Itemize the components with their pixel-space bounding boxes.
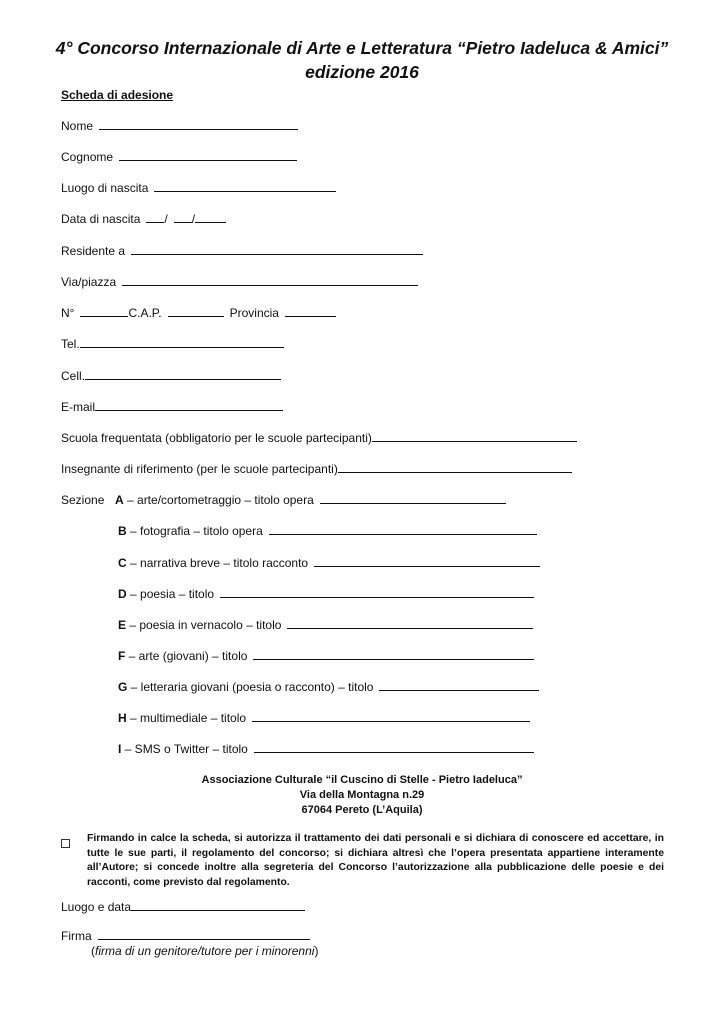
cognome-input-line[interactable]	[119, 149, 297, 161]
caption-paren: (	[91, 944, 95, 958]
section-i-title-line[interactable]	[254, 741, 534, 753]
date-separator: /	[164, 212, 168, 226]
residente-input-line[interactable]	[131, 243, 423, 255]
caption-paren: )	[314, 944, 319, 958]
section-letter: G	[118, 680, 128, 694]
field-label: Luogo e data	[61, 900, 132, 914]
field-scuola	[61, 430, 577, 446]
field-numero-cap-provincia	[61, 305, 336, 321]
section-text: – arte/cortometraggio – titolo opera	[123, 493, 314, 507]
section-text: – fotografia – titolo opera	[126, 524, 263, 538]
section-text: – multimediale – titolo	[126, 711, 247, 725]
luogo-data-input-line[interactable]	[131, 899, 305, 911]
section-text: – poesia – titolo	[126, 587, 215, 601]
field-label: Cell.	[61, 369, 86, 383]
year-input-line[interactable]	[195, 211, 226, 223]
day-input-line[interactable]	[146, 211, 164, 223]
section-letter: D	[118, 587, 127, 601]
section-f	[118, 648, 534, 664]
field-label: Luogo di nascita	[61, 181, 149, 195]
section-letter: E	[118, 618, 127, 632]
field-nome	[61, 118, 298, 134]
consent-text: Firmando in calce la scheda, si autorizza il trattamento dei dati personali e si dichiara di conoscere ed accettare, in tutte le sue parti, il regolamento del concorso; si dichiara altresì che l’opera presentata appartiene interamente all’Autore; si concede inoltre alla segreteria del Concorso l’autorizzazione alla pubblicazione delle poesie e dei racconti, come previsto dal regolamento.	[87, 833, 664, 888]
association-name: Associazione Culturale “il Cuscino di Stelle - Pietro Iadeluca”	[201, 774, 523, 786]
provincia-input-line[interactable]	[285, 305, 336, 317]
field-label: C.A.P.	[128, 306, 162, 320]
cell-input-line[interactable]	[85, 368, 281, 380]
section-c-title-line[interactable]	[314, 555, 540, 567]
section-text: – letteraria giovani (poesia o racconto) – titolo	[127, 680, 374, 694]
field-email	[61, 399, 283, 415]
section-letter: C	[118, 556, 127, 570]
luogo-nascita-input-line[interactable]	[154, 180, 336, 192]
section-i	[118, 741, 534, 757]
section-letter: I	[118, 742, 122, 756]
date-separator: /	[191, 212, 196, 226]
section-letter: H	[118, 711, 127, 725]
cap-input-line[interactable]	[168, 305, 224, 317]
section-f-title-line[interactable]	[253, 648, 534, 660]
section-b-title-line[interactable]	[269, 523, 537, 535]
field-residente	[61, 243, 423, 259]
field-label: Nome	[61, 119, 94, 133]
field-cell	[61, 368, 281, 384]
section-text: – SMS o Twitter – titolo	[121, 742, 248, 756]
field-label: Firma	[61, 929, 92, 943]
nome-input-line[interactable]	[99, 118, 298, 130]
section-b	[118, 523, 537, 539]
section-e-title-line[interactable]	[287, 617, 533, 629]
caption-note: firma di un genitore/tutore per i minorenni	[95, 944, 315, 958]
via-input-line[interactable]	[122, 274, 418, 286]
month-input-line[interactable]	[174, 211, 192, 223]
sezione-label: Sezione	[61, 493, 105, 507]
field-via	[61, 274, 418, 290]
field-label: Tel.	[61, 337, 80, 351]
section-h	[118, 710, 530, 726]
firma-input-line[interactable]	[98, 928, 310, 940]
section-g-title-line[interactable]	[379, 679, 539, 691]
section-g	[118, 679, 539, 695]
section-text: – narrativa breve – titolo racconto	[126, 556, 309, 570]
field-tel	[61, 336, 284, 352]
field-insegnante	[61, 461, 572, 477]
field-label: Via/piazza	[61, 275, 117, 289]
email-input-line[interactable]	[95, 399, 283, 411]
field-label: Data di nascita	[61, 212, 141, 226]
tel-input-line[interactable]	[80, 336, 284, 348]
field-label: Provincia	[229, 306, 279, 320]
field-cognome	[61, 149, 297, 165]
field-data-nascita	[61, 211, 226, 227]
section-letter: B	[118, 524, 127, 538]
signature-caption	[91, 943, 318, 959]
section-letter: A	[115, 493, 124, 507]
field-label: Scuola frequentata (obbligatorio per le scuole partecipanti)	[61, 431, 372, 445]
field-label: Cognome	[61, 150, 114, 164]
section-letter: F	[118, 649, 126, 663]
insegnante-input-line[interactable]	[338, 461, 572, 473]
association-street: Via della Montagna n.29	[299, 789, 425, 801]
scuola-input-line[interactable]	[372, 430, 577, 442]
section-d-title-line[interactable]	[220, 586, 534, 598]
field-firma	[61, 928, 310, 944]
section-d	[118, 586, 534, 602]
numero-input-line[interactable]	[80, 305, 128, 317]
field-luogo-nascita	[61, 180, 336, 196]
field-label: Insegnante di riferimento (per le scuole partecipanti)	[61, 462, 338, 476]
form-heading: Scheda di adesione	[61, 88, 174, 102]
consent-checkbox[interactable]	[61, 839, 70, 848]
section-text: – poesia in vernacolo – titolo	[126, 618, 282, 632]
section-c	[118, 555, 540, 571]
section-a	[115, 492, 506, 508]
page-title: 4° Concorso Internazionale di Arte e Letteratura “Pietro Iadeluca & Amici”	[55, 38, 669, 58]
field-label: N°	[61, 306, 75, 320]
association-city: 67064 Pereto (L’Aquila)	[301, 804, 423, 816]
field-label: Residente a	[61, 244, 126, 258]
field-luogo-data	[61, 899, 305, 915]
field-label: E-mail	[61, 400, 96, 414]
section-text: – arte (giovani) – titolo	[125, 649, 248, 663]
section-e	[118, 617, 533, 633]
section-h-title-line[interactable]	[252, 710, 530, 722]
section-a-title-line[interactable]	[320, 492, 506, 504]
page-subtitle: edizione 2016	[305, 62, 419, 82]
